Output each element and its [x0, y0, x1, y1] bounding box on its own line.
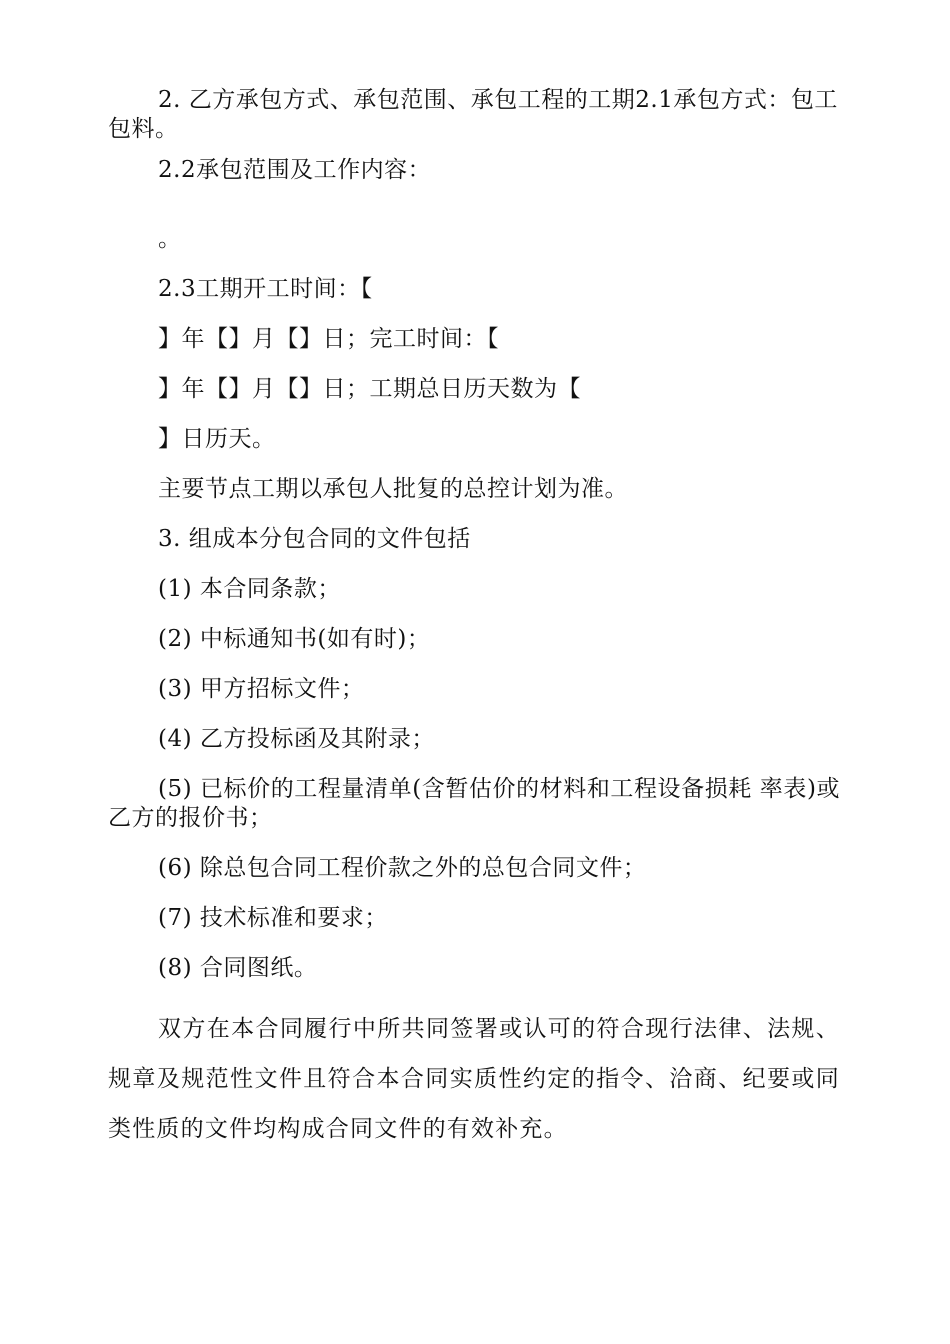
paragraph-completion-date: 】年【】月【】日；完工时间：【: [158, 326, 499, 352]
document-page: [108, 86, 840, 1154]
list-item: (4) 乙方投标函及其附录；: [158, 726, 435, 752]
paragraph-section-3-heading: 3. 组成本分包合同的文件包括: [158, 526, 471, 552]
paragraph-milestone-note: 主要节点工期以承包人批复的总控计划为准。: [158, 476, 628, 502]
list-item: (5) 已标价的工程量清单(含暂估价的材料和工程设备损耗 率表)或乙方的报价书；: [108, 776, 840, 831]
paragraph-contract-supplement: 双方在本合同履行中所共同签署或认可的符合现行法律、法规、规章及规范性文件且符合本合同实质性约定的指令、洽商、纪要或同类性质的文件均构成合同文件的有效补充。: [108, 1016, 840, 1142]
list-item: (8) 合同图纸。: [158, 955, 318, 981]
list-item: (1) 本合同条款；: [158, 576, 341, 602]
list-item: (6) 除总包合同工程价款之外的总包合同文件；: [158, 855, 647, 881]
paragraph-scope-heading: 2.2承包范围及工作内容：: [158, 157, 432, 183]
paragraph-total-days: 】年【】月【】日；工期总日历天数为【: [158, 376, 581, 402]
list-item: (3) 甲方招标文件；: [158, 676, 365, 702]
paragraph-calendar-days: 】日历天。: [158, 426, 276, 452]
paragraph-contract-method: 2. 乙方承包方式、承包范围、承包工程的工期2.1承包方式：包工包料。: [108, 87, 838, 142]
paragraph-start-date: 2.3工期开工时间：【: [158, 276, 373, 302]
list-item: (7) 技术标准和要求；: [158, 905, 388, 931]
paragraph-scope-end: 。: [158, 226, 182, 252]
list-item: (2) 中标通知书(如有时)；: [158, 626, 431, 652]
